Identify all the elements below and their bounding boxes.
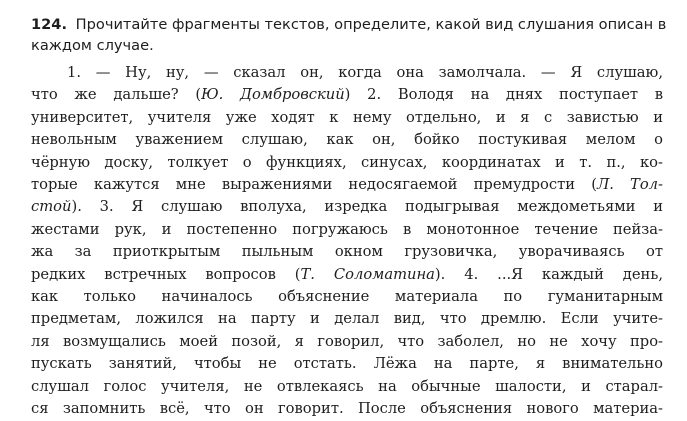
passage-text xyxy=(31,62,663,421)
passage-fragment: университет, учителя уже ходят к нему отдельно, и я с завистью и xyxy=(31,108,663,126)
author-name: Т. Соломатина xyxy=(300,265,435,283)
task-number: 124. xyxy=(31,16,68,33)
passage-line xyxy=(31,353,663,375)
passage-line xyxy=(31,398,663,420)
passage-fragment: как только начиналось объяснение материала по гуманитарным xyxy=(31,288,663,306)
passage-fragment: ) 2. Володя на днях поступает в xyxy=(344,86,663,104)
passage-fragment: 1. — Ну, ну, — сказал он, когда она замолчала. — Я слушаю, xyxy=(67,64,663,81)
passage-line xyxy=(31,241,663,263)
passage-line xyxy=(31,152,663,174)
passage-line xyxy=(31,376,663,398)
passage-line xyxy=(31,264,663,286)
passage-line xyxy=(31,219,663,241)
passage-fragment: ). 3. Я слушаю вполуха, изредка подыгрывая междометьями и xyxy=(71,198,663,216)
passage-line xyxy=(31,174,663,196)
passage-line xyxy=(31,196,663,218)
passage-fragment: ). 4. ...Я каждый день, xyxy=(434,265,663,283)
passage-fragment: чёрную доску, толкует о функциях, синусах, координатах и т. п., ко- xyxy=(31,153,663,171)
passage-fragment: пускать занятий, чтобы не отстать. Лёжа на парте, я внимательно xyxy=(31,355,663,373)
passage-fragment: жестами рук, и постепенно погружаюсь в монотонное течение пейза- xyxy=(31,220,663,238)
author-name: стой xyxy=(31,198,72,216)
passage-fragment: что же дальше? ( xyxy=(31,86,202,104)
passage-line xyxy=(31,308,663,330)
passage-line xyxy=(31,331,663,353)
author-name: Ю. Домбровский xyxy=(201,86,345,104)
passage-line xyxy=(31,62,663,84)
passage-fragment: ля возмущались моей позой, я говорил, что заболел, но не хочу про- xyxy=(31,332,663,350)
passage-fragment: ся запомнить всё, что он говорит. После объяснения нового материа- xyxy=(31,400,663,418)
task-heading xyxy=(31,14,671,56)
passage-line xyxy=(31,129,663,151)
passage-line xyxy=(31,107,663,129)
passage-fragment: редких встречных вопросов ( xyxy=(31,265,301,283)
author-name: Л. Тол- xyxy=(596,176,663,194)
passage-fragment: невольным уважением слушаю, как он, бойко постукивая мелом о xyxy=(31,131,663,149)
passage-fragment: жа за приоткрытым пыльным окном грузовичка, уворачиваясь от xyxy=(31,243,663,261)
passage-line xyxy=(31,84,663,106)
passage-line xyxy=(31,286,663,308)
passage-fragment: торые кажутся мне выражениями недосягаемой премудрости ( xyxy=(31,176,597,194)
task-instruction: Прочитайте фрагменты текстов, определите, какой вид слушания описан в каждом случае. xyxy=(31,16,667,54)
passage-fragment: предметам, ложился на парту и делал вид, что дремлю. Если учите- xyxy=(31,310,663,328)
passage-fragment: слушал голос учителя, не отвлекаясь на обычные шалости, и старал- xyxy=(31,377,663,395)
